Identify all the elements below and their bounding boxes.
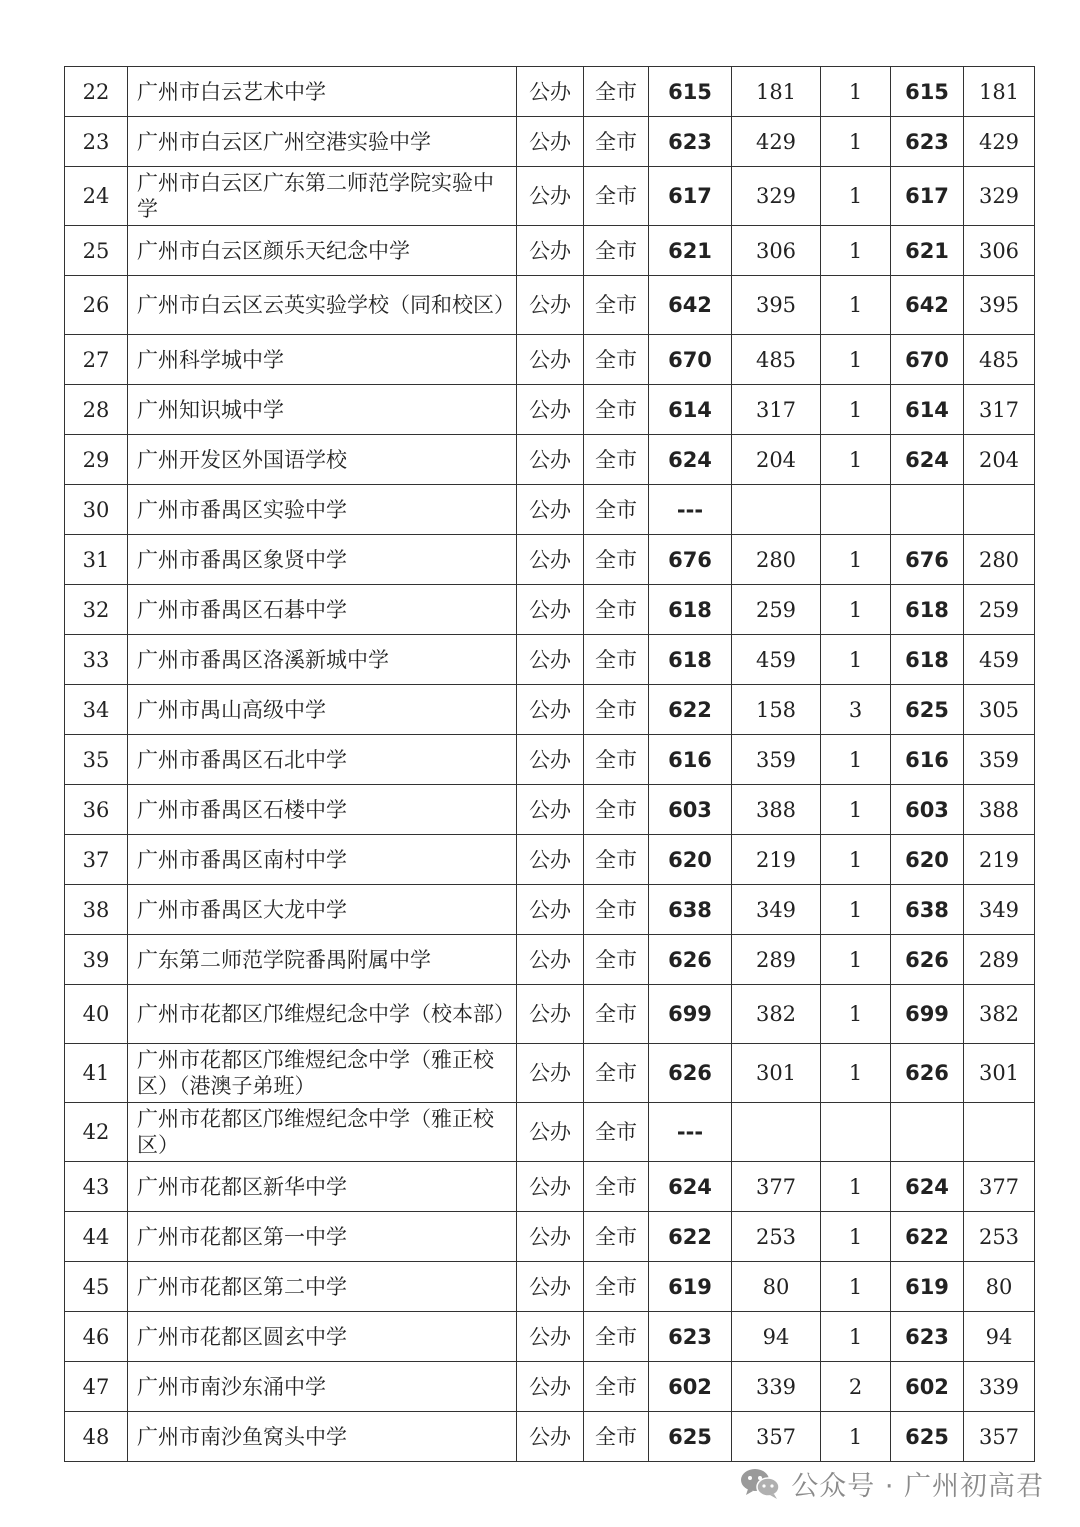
school-name: 广州市番禺区大龙中学	[128, 885, 517, 935]
cutoff-score: 615	[649, 67, 732, 117]
school-type: 公办	[517, 885, 584, 935]
enrollment-scope: 全市	[584, 1103, 649, 1162]
enrollment-scope: 全市	[584, 535, 649, 585]
batch-number: 1	[821, 585, 891, 635]
school-type: 公办	[517, 67, 584, 117]
batch-number: 1	[821, 785, 891, 835]
school-type: 公办	[517, 935, 584, 985]
batch-number: 1	[821, 1044, 891, 1103]
school-type: 公办	[517, 435, 584, 485]
batch-number: 1	[821, 167, 891, 226]
table-row	[65, 1103, 1035, 1162]
final-rank: 395	[964, 276, 1035, 335]
enrollment-scope: 全市	[584, 935, 649, 985]
table-row	[65, 935, 1035, 985]
final-rank: 359	[964, 735, 1035, 785]
batch-number: 1	[821, 985, 891, 1044]
wechat-icon	[739, 1466, 781, 1500]
school-name: 广东第二师范学院番禺附属中学	[128, 935, 517, 985]
final-score: 624	[891, 435, 964, 485]
cutoff-score: 626	[649, 1044, 732, 1103]
cutoff-rank: 301	[732, 1044, 821, 1103]
final-rank: 349	[964, 885, 1035, 935]
final-rank: 485	[964, 335, 1035, 385]
cutoff-score: 624	[649, 435, 732, 485]
batch-number: 1	[821, 1212, 891, 1262]
batch-number: 1	[821, 535, 891, 585]
final-rank: 289	[964, 935, 1035, 985]
school-type: 公办	[517, 535, 584, 585]
cutoff-rank: 382	[732, 985, 821, 1044]
table-row	[65, 985, 1035, 1044]
school-name: 广州市花都区圆玄中学	[128, 1312, 517, 1362]
school-name: 广州市花都区第一中学	[128, 1212, 517, 1262]
row-number: 29	[65, 435, 128, 485]
school-name: 广州市禺山高级中学	[128, 685, 517, 735]
school-name: 广州市番禺区洛溪新城中学	[128, 635, 517, 685]
batch-number: 1	[821, 885, 891, 935]
final-score: 602	[891, 1362, 964, 1412]
row-number: 34	[65, 685, 128, 735]
final-score: 618	[891, 585, 964, 635]
table-row	[65, 885, 1035, 935]
final-rank: 301	[964, 1044, 1035, 1103]
school-type: 公办	[517, 635, 584, 685]
batch-number: 2	[821, 1362, 891, 1412]
cutoff-rank: 377	[732, 1162, 821, 1212]
table-row	[65, 335, 1035, 385]
school-type: 公办	[517, 1312, 584, 1362]
school-type: 公办	[517, 485, 584, 535]
final-score: 676	[891, 535, 964, 585]
row-number: 38	[65, 885, 128, 935]
row-number: 45	[65, 1262, 128, 1312]
school-name: 广州市花都区邝维煜纪念中学（雅正校区）（港澳子弟班）	[128, 1044, 517, 1103]
final-score: 642	[891, 276, 964, 335]
enrollment-scope: 全市	[584, 385, 649, 435]
final-score: 603	[891, 785, 964, 835]
school-name: 广州市番禺区南村中学	[128, 835, 517, 885]
final-score: 614	[891, 385, 964, 435]
cutoff-rank: 317	[732, 385, 821, 435]
school-type: 公办	[517, 117, 584, 167]
final-score: 621	[891, 226, 964, 276]
final-rank: 377	[964, 1162, 1035, 1212]
cutoff-rank: 329	[732, 167, 821, 226]
final-rank: 459	[964, 635, 1035, 685]
cutoff-rank: 429	[732, 117, 821, 167]
enrollment-scope: 全市	[584, 885, 649, 935]
final-rank: 80	[964, 1262, 1035, 1312]
enrollment-scope: 全市	[584, 785, 649, 835]
cutoff-score: 699	[649, 985, 732, 1044]
cutoff-rank	[732, 1103, 821, 1162]
final-score: 625	[891, 1412, 964, 1462]
final-score: 619	[891, 1262, 964, 1312]
table-row	[65, 1162, 1035, 1212]
final-score: 625	[891, 685, 964, 735]
final-score: 620	[891, 835, 964, 885]
final-score: 623	[891, 117, 964, 167]
watermark	[739, 1463, 1044, 1503]
school-type: 公办	[517, 985, 584, 1044]
school-name: 广州市白云艺术中学	[128, 67, 517, 117]
final-rank: 305	[964, 685, 1035, 735]
school-type: 公办	[517, 1262, 584, 1312]
admission-score-table	[64, 66, 1035, 1462]
school-name: 广州市白云区颜乐天纪念中学	[128, 226, 517, 276]
cutoff-score: 617	[649, 167, 732, 226]
table-row	[65, 685, 1035, 735]
row-number: 22	[65, 67, 128, 117]
row-number: 37	[65, 835, 128, 885]
final-rank: 329	[964, 167, 1035, 226]
school-name: 广州科学城中学	[128, 335, 517, 385]
final-rank	[964, 485, 1035, 535]
enrollment-scope: 全市	[584, 635, 649, 685]
cutoff-rank: 306	[732, 226, 821, 276]
school-name: 广州市花都区邝维煜纪念中学（雅正校区）	[128, 1103, 517, 1162]
final-rank: 253	[964, 1212, 1035, 1262]
cutoff-score: 618	[649, 635, 732, 685]
final-score: 622	[891, 1212, 964, 1262]
cutoff-rank: 204	[732, 435, 821, 485]
row-number: 43	[65, 1162, 128, 1212]
school-type: 公办	[517, 385, 584, 435]
final-score: 626	[891, 1044, 964, 1103]
cutoff-score: 638	[649, 885, 732, 935]
table-row	[65, 735, 1035, 785]
enrollment-scope: 全市	[584, 1044, 649, 1103]
school-type: 公办	[517, 1162, 584, 1212]
cutoff-score: 624	[649, 1162, 732, 1212]
cutoff-rank: 359	[732, 735, 821, 785]
cutoff-score: 602	[649, 1362, 732, 1412]
table-row	[65, 117, 1035, 167]
table-row	[65, 485, 1035, 535]
enrollment-scope: 全市	[584, 1212, 649, 1262]
final-rank: 94	[964, 1312, 1035, 1362]
cutoff-score: 622	[649, 685, 732, 735]
final-score: 615	[891, 67, 964, 117]
final-rank: 357	[964, 1412, 1035, 1462]
batch-number: 1	[821, 635, 891, 685]
row-number: 24	[65, 167, 128, 226]
school-name: 广州市白云区广州空港实验中学	[128, 117, 517, 167]
school-type: 公办	[517, 226, 584, 276]
enrollment-scope: 全市	[584, 585, 649, 635]
row-number: 40	[65, 985, 128, 1044]
school-type: 公办	[517, 1412, 584, 1462]
school-name: 广州知识城中学	[128, 385, 517, 435]
row-number: 46	[65, 1312, 128, 1362]
table-row	[65, 385, 1035, 435]
final-score: 626	[891, 935, 964, 985]
enrollment-scope: 全市	[584, 985, 649, 1044]
row-number: 42	[65, 1103, 128, 1162]
table-body	[65, 67, 1035, 1462]
cutoff-rank: 485	[732, 335, 821, 385]
cutoff-score: 623	[649, 117, 732, 167]
enrollment-scope: 全市	[584, 1412, 649, 1462]
school-name: 广州市花都区第二中学	[128, 1262, 517, 1312]
cutoff-rank: 339	[732, 1362, 821, 1412]
cutoff-score: 623	[649, 1312, 732, 1362]
row-number: 23	[65, 117, 128, 167]
table-row	[65, 535, 1035, 585]
final-rank: 280	[964, 535, 1035, 585]
row-number: 32	[65, 585, 128, 635]
final-score: 617	[891, 167, 964, 226]
school-name: 广州市花都区新华中学	[128, 1162, 517, 1212]
final-rank: 429	[964, 117, 1035, 167]
row-number: 47	[65, 1362, 128, 1412]
cutoff-rank: 253	[732, 1212, 821, 1262]
row-number: 31	[65, 535, 128, 585]
final-score: 623	[891, 1312, 964, 1362]
table-row	[65, 67, 1035, 117]
cutoff-rank: 219	[732, 835, 821, 885]
final-score	[891, 1103, 964, 1162]
table-row	[65, 167, 1035, 226]
cutoff-score: ---	[649, 1103, 732, 1162]
table-row	[65, 1312, 1035, 1362]
batch-number: 1	[821, 1162, 891, 1212]
row-number: 27	[65, 335, 128, 385]
enrollment-scope: 全市	[584, 1162, 649, 1212]
enrollment-scope: 全市	[584, 685, 649, 735]
table-row	[65, 276, 1035, 335]
final-rank: 306	[964, 226, 1035, 276]
cutoff-score: 619	[649, 1262, 732, 1312]
table-row	[65, 835, 1035, 885]
school-name: 广州市番禺区石楼中学	[128, 785, 517, 835]
row-number: 36	[65, 785, 128, 835]
enrollment-scope: 全市	[584, 735, 649, 785]
school-name: 广州开发区外国语学校	[128, 435, 517, 485]
row-number: 44	[65, 1212, 128, 1262]
batch-number: 1	[821, 1412, 891, 1462]
cutoff-rank: 289	[732, 935, 821, 985]
school-type: 公办	[517, 1212, 584, 1262]
batch-number	[821, 485, 891, 535]
enrollment-scope: 全市	[584, 1362, 649, 1412]
cutoff-rank: 395	[732, 276, 821, 335]
final-score: 616	[891, 735, 964, 785]
cutoff-score: 616	[649, 735, 732, 785]
final-rank	[964, 1103, 1035, 1162]
cutoff-rank: 388	[732, 785, 821, 835]
school-name: 广州市南沙东涌中学	[128, 1362, 517, 1412]
cutoff-rank: 280	[732, 535, 821, 585]
row-number: 26	[65, 276, 128, 335]
table-row	[65, 1262, 1035, 1312]
batch-number: 1	[821, 835, 891, 885]
cutoff-score: 621	[649, 226, 732, 276]
cutoff-score: 670	[649, 335, 732, 385]
school-name: 广州市番禺区实验中学	[128, 485, 517, 535]
cutoff-score: 676	[649, 535, 732, 585]
batch-number: 1	[821, 1262, 891, 1312]
batch-number: 3	[821, 685, 891, 735]
final-rank: 317	[964, 385, 1035, 435]
final-score	[891, 485, 964, 535]
enrollment-scope: 全市	[584, 335, 649, 385]
table-row	[65, 1044, 1035, 1103]
enrollment-scope: 全市	[584, 835, 649, 885]
batch-number: 1	[821, 117, 891, 167]
enrollment-scope: 全市	[584, 435, 649, 485]
cutoff-rank: 181	[732, 67, 821, 117]
cutoff-rank: 158	[732, 685, 821, 735]
batch-number	[821, 1103, 891, 1162]
final-score: 618	[891, 635, 964, 685]
school-type: 公办	[517, 585, 584, 635]
school-type: 公办	[517, 335, 584, 385]
enrollment-scope: 全市	[584, 67, 649, 117]
table-row	[65, 635, 1035, 685]
watermark-text: 公众号 · 广州初高君	[791, 1470, 1044, 1502]
enrollment-scope: 全市	[584, 226, 649, 276]
row-number: 28	[65, 385, 128, 435]
cutoff-score: 614	[649, 385, 732, 435]
school-type: 公办	[517, 1362, 584, 1412]
enrollment-scope: 全市	[584, 276, 649, 335]
school-name: 广州市番禺区象贤中学	[128, 535, 517, 585]
school-name: 广州市番禺区石北中学	[128, 735, 517, 785]
cutoff-score: 618	[649, 585, 732, 635]
cutoff-rank: 259	[732, 585, 821, 635]
batch-number: 1	[821, 226, 891, 276]
school-type: 公办	[517, 785, 584, 835]
final-rank: 181	[964, 67, 1035, 117]
cutoff-rank: 459	[732, 635, 821, 685]
row-number: 25	[65, 226, 128, 276]
enrollment-scope: 全市	[584, 117, 649, 167]
school-type: 公办	[517, 685, 584, 735]
final-rank: 204	[964, 435, 1035, 485]
cutoff-rank: 349	[732, 885, 821, 935]
school-type: 公办	[517, 835, 584, 885]
table-row	[65, 226, 1035, 276]
final-rank: 339	[964, 1362, 1035, 1412]
final-score: 670	[891, 335, 964, 385]
school-name: 广州市南沙鱼窝头中学	[128, 1412, 517, 1462]
enrollment-scope: 全市	[584, 485, 649, 535]
final-rank: 219	[964, 835, 1035, 885]
cutoff-score: 622	[649, 1212, 732, 1262]
table-row	[65, 585, 1035, 635]
final-score: 624	[891, 1162, 964, 1212]
cutoff-rank: 80	[732, 1262, 821, 1312]
table-row	[65, 1362, 1035, 1412]
cutoff-rank: 94	[732, 1312, 821, 1362]
cutoff-score: 625	[649, 1412, 732, 1462]
final-rank: 388	[964, 785, 1035, 835]
row-number: 35	[65, 735, 128, 785]
row-number: 48	[65, 1412, 128, 1462]
school-name: 广州市番禺区石碁中学	[128, 585, 517, 635]
batch-number: 1	[821, 276, 891, 335]
school-name: 广州市白云区广东第二师范学院实验中学	[128, 167, 517, 226]
school-type: 公办	[517, 167, 584, 226]
row-number: 30	[65, 485, 128, 535]
table-row	[65, 1412, 1035, 1462]
cutoff-score: ---	[649, 485, 732, 535]
batch-number: 1	[821, 1312, 891, 1362]
enrollment-scope: 全市	[584, 167, 649, 226]
cutoff-rank: 357	[732, 1412, 821, 1462]
school-type: 公办	[517, 1044, 584, 1103]
final-rank: 259	[964, 585, 1035, 635]
table-row	[65, 435, 1035, 485]
school-type: 公办	[517, 276, 584, 335]
batch-number: 1	[821, 335, 891, 385]
batch-number: 1	[821, 67, 891, 117]
cutoff-score: 642	[649, 276, 732, 335]
batch-number: 1	[821, 385, 891, 435]
final-rank: 382	[964, 985, 1035, 1044]
row-number: 39	[65, 935, 128, 985]
final-score: 699	[891, 985, 964, 1044]
school-type: 公办	[517, 1103, 584, 1162]
school-type: 公办	[517, 735, 584, 785]
cutoff-score: 620	[649, 835, 732, 885]
enrollment-scope: 全市	[584, 1312, 649, 1362]
enrollment-scope: 全市	[584, 1262, 649, 1312]
school-name: 广州市白云区云英实验学校（同和校区）	[128, 276, 517, 335]
final-score: 638	[891, 885, 964, 935]
school-name: 广州市花都区邝维煜纪念中学（校本部）	[128, 985, 517, 1044]
table-row	[65, 785, 1035, 835]
batch-number: 1	[821, 435, 891, 485]
batch-number: 1	[821, 735, 891, 785]
row-number: 33	[65, 635, 128, 685]
cutoff-score: 626	[649, 935, 732, 985]
batch-number: 1	[821, 935, 891, 985]
table-row	[65, 1212, 1035, 1262]
cutoff-score: 603	[649, 785, 732, 835]
cutoff-rank	[732, 485, 821, 535]
row-number: 41	[65, 1044, 128, 1103]
